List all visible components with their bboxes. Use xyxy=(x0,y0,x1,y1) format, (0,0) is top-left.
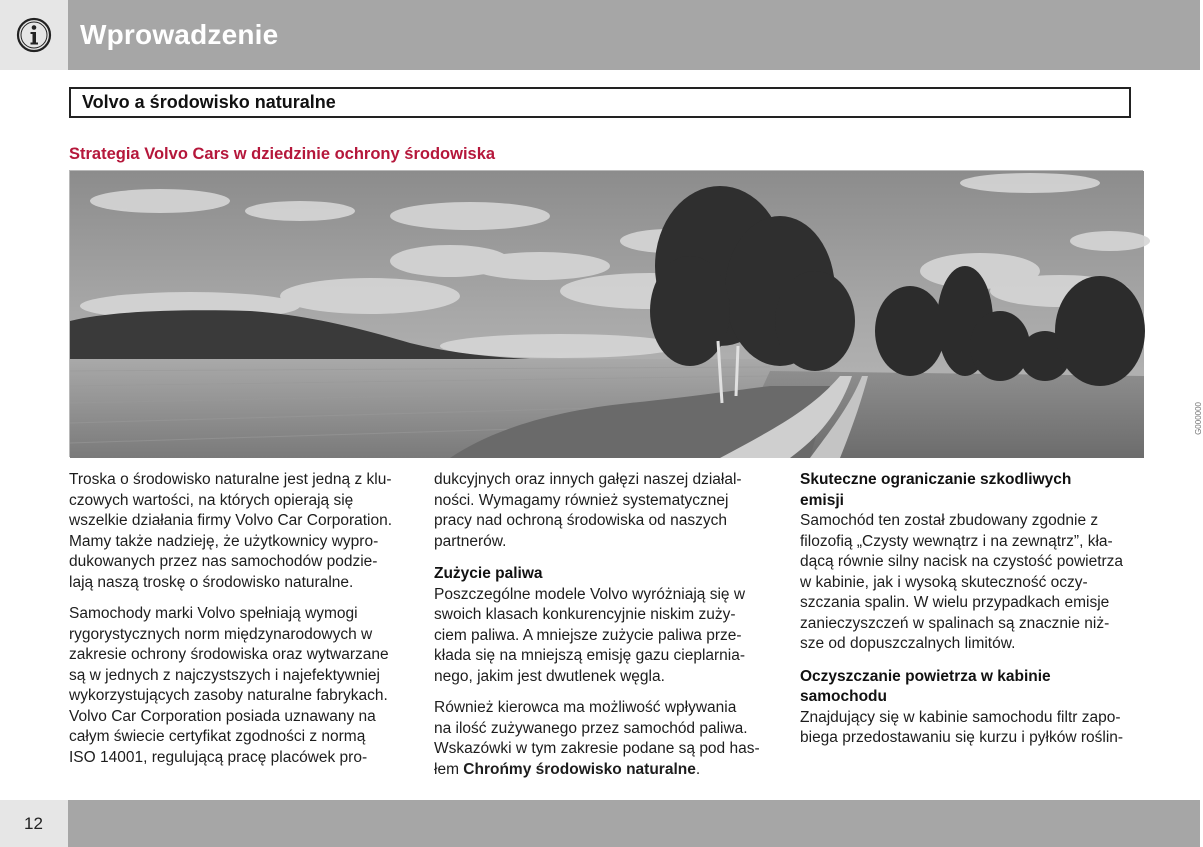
header-icon-tab xyxy=(0,0,68,70)
paragraph: Znajdujący się w kabinie samochodu filtr zapo- biega przedostawaniu się kurzu i pyłków roślin- xyxy=(800,708,1124,746)
paragraph: Troska o środowisko naturalne jest jedną z klu- czowych wartości, na których opierają się wszelkie działania firmy Volvo Car Corporation. Mamy także nadzieję, że użytkownicy wypro- dukowanych przez nas samochodów podzie- lają naszą troskę o środowisko naturalne. xyxy=(69,471,393,591)
photo-code: G000000 xyxy=(1194,402,1203,435)
paragraph: Samochody marki Volvo spełniają wymogi rygorystycznych norm międzynarodowych w zakresie ochrony środowiska oraz wytwarzane są w jednych z najczystszych i najefektywniej wykorzystujących zasoby naturalne fabrykach. Volvo Car Corporation posiada uznawany na całym świecie certyfikat zgodności z normą ISO 14001, regulującą pracę placówek pro- xyxy=(69,605,389,766)
subsection-title: Strategia Volvo Cars w dziedzinie ochrony środowiska xyxy=(69,145,496,163)
heading-fuel-consumption: Zużycie paliwa xyxy=(434,565,543,582)
section-title: Volvo a środowisko naturalne xyxy=(82,92,336,112)
text-column-1 xyxy=(69,470,414,768)
heading-emissions: Skuteczne ograniczanie szkodliwych emisji xyxy=(800,471,1072,509)
section-heading-box xyxy=(69,87,1131,118)
text-column-3 xyxy=(800,470,1135,749)
paragraph: Poszczególne modele Volvo wyróżniają się w swoich klasach konkurencyjnie niskim zuży- ciem paliwa. A mniejsze zużycie paliwa prze- kłada się na mniejszą emisję gazu cieplarnia- nego, jakim jest dwutlenek węgla. xyxy=(434,585,746,685)
page-number: 12 xyxy=(24,814,43,833)
heading-cabin-air: Oczyszczanie powietrza w kabinie samochodu xyxy=(800,667,1051,705)
paragraph: Samochód ten został zbudowany zgodnie z filozofią „Czysty wewnątrz i na zewnątrz”, kła- dącą równie silny nacisk na czystość powietrza w kabinie, jak i wysoką skuteczność oczy- szczania spalin. W wielu przypadkach emisje zanieczyszczeń w spalinach są znacznie niż- sze od dopuszczalnych limitów. xyxy=(800,512,1124,652)
paragraph: dukcyjnych oraz innych gałęzi naszej działal- ności. Wymagamy również systematycznej pracy nad ochroną środowiska od naszych partnerów. xyxy=(434,471,742,550)
info-icon xyxy=(16,17,52,53)
footer-bar xyxy=(68,800,1200,847)
cross-reference: Chrońmy środowisko naturalne xyxy=(463,760,696,778)
landscape-photo xyxy=(69,170,1143,457)
paragraph: Również kierowca ma możliwość wpływania na ilość zużywanego przez samochód paliwa. Wskazówki w tym zakresie podane są pod has- łem Chrońmy środowisko naturalne. xyxy=(434,699,760,778)
chapter-title: Wprowadzenie xyxy=(80,19,279,50)
text-column-2 xyxy=(434,470,779,780)
